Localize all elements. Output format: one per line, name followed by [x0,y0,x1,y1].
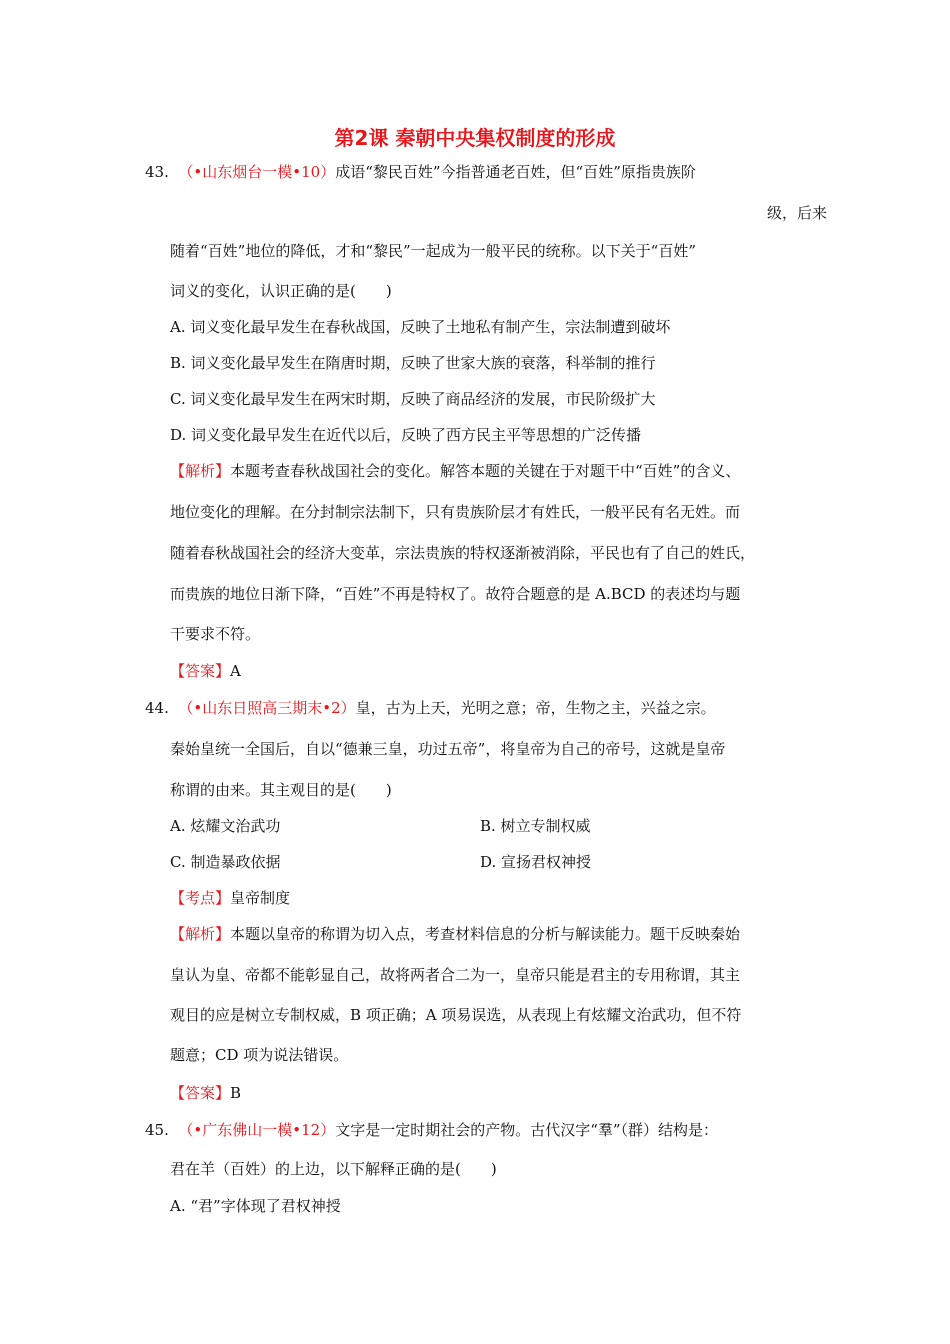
analysis-text: 本题以皇帝的称谓为切入点，考查材料信息的分析与解读能力。题干反映秦始 [230,925,741,943]
analysis-line [170,461,740,481]
option-b: B. 词义变化最早发生在隋唐时期，反映了世家大族的衰落，科举制的推行 [170,354,656,372]
option-a: A. 炫耀文治武功 [170,817,281,835]
question-stem: 文字是一定时期社会的产物。古代汉字“羣”（群）结构是： [335,1121,719,1139]
answer-line [170,1083,241,1103]
analysis-text: 本题考查春秋战国社会的变化。解答本题的关键在于对题干中“百姓”的含义、 [230,462,741,480]
answer-tag: 【答案】 [170,662,231,680]
answer-tag: 【答案】 [170,1084,231,1102]
question-stem: 词义的变化，认识正确的是( ) [170,282,392,300]
option-d: D. 词义变化最早发生在近代以后，反映了西方民主平等思想的广泛传播 [170,426,642,444]
option-d: D. 宣扬君权神授 [480,853,592,871]
option-c: C. 制造暴政依据 [170,853,281,871]
analysis-text: 而贵族的地位日渐下降，“百姓”不再是特权了。故符合题意的是 A.BCD 的表述均与题 [170,585,741,603]
question-source: （•山东烟台一模•10） [178,163,336,181]
option-b: B. 树立专制权威 [480,817,591,835]
analysis-text: 地位变化的理解。在分封制宗法制下，只有贵族阶层才有姓氏，一般平民有名无姓。而 [170,503,741,521]
point-line [170,888,290,908]
analysis-text: 干要求不符。 [170,625,261,643]
question-stem: 皇，古为上天，光明之意；帝，生物之主，兴益之宗。 [355,699,716,717]
answer-value: A [230,662,241,680]
answer-line [170,661,241,681]
page-title: 第2课 秦朝中央集权制度的形成 [334,126,616,150]
option-a: A. “君”字体现了君权神授 [170,1197,341,1215]
question-stem: 君在羊（百姓）的上边，以下解释正确的是( ) [170,1160,497,1178]
answer-value: B [230,1084,242,1102]
question-stem: 随着“百姓”地位的降低，才和“黎民”一起成为一般平民的统称。以下关于“百姓” [170,242,697,260]
question-source: （•山东日照高三期末•2） [178,699,356,717]
analysis-line [170,924,740,944]
point-tag: 【考点】 [170,889,231,907]
question-43-first-line [145,162,696,182]
option-a: A. 词义变化最早发生在春秋战国，反映了土地私有制产生，宗法制遭到破坏 [170,318,671,336]
option-c: C. 词义变化最早发生在两宋时期，反映了商品经济的发展，市民阶级扩大 [170,390,656,408]
analysis-tag: 【解析】 [170,462,231,480]
analysis-text: 题意；CD 项为说法错误。 [170,1046,349,1064]
question-45-first-line [145,1120,718,1140]
question-source: （•广东佛山一模•12） [178,1121,336,1139]
analysis-text: 观目的应是树立专制权威，B 项正确；A 项易误选，从表现上有炫耀文治武功，但不符 [170,1006,742,1024]
question-44-first-line [145,698,716,718]
point-text: 皇帝制度 [230,889,291,907]
analysis-text: 随着春秋战国社会的经济大变革，宗法贵族的特权逐渐被消除，平民也有了自己的姓氏， [170,544,756,562]
question-stem: 级，后来 [767,204,828,222]
question-stem: 成语“黎民百姓”今指普通老百姓，但“百姓”原指贵族阶 [335,163,696,181]
question-number: 45. [145,1121,169,1139]
question-number: 43. [145,163,169,181]
question-stem: 称谓的由来。其主观目的是( ) [170,781,392,799]
analysis-tag: 【解析】 [170,925,231,943]
analysis-text: 皇认为皇、帝都不能彰显自己，故将两者合二为一，皇帝只能是君主的专用称谓，其主 [170,966,741,984]
question-number: 44. [145,699,169,717]
question-stem: 秦始皇统一全国后，自以“德兼三皇，功过五帝”，将皇帝为自己的帝号，这就是皇帝 [170,740,726,758]
